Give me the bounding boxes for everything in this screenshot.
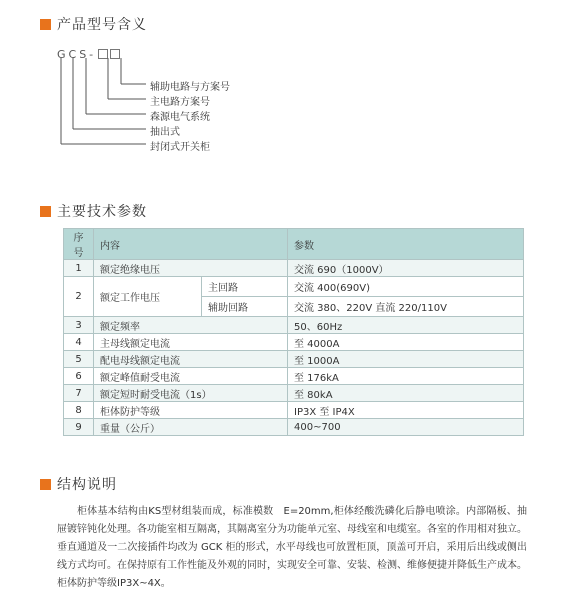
model-label-system: 森源电气系统 [150,112,210,123]
row-no: 4 [64,334,94,351]
row-no: 7 [64,385,94,402]
row-value: 至 80kA [288,385,524,402]
row-sublabel: 辅助回路 [202,297,288,317]
row-item: 配电母线额定电流 [94,351,288,368]
table-header-row [64,229,524,260]
row-value: 50、60Hz [288,317,524,334]
section-title: 产品型号含义 [57,17,147,33]
table-row [64,419,524,436]
row-no: 3 [64,317,94,334]
table-row [64,334,524,351]
table-row [64,385,524,402]
row-item: 额定频率 [94,317,288,334]
row-value: 至 1000A [288,351,524,368]
row-no: 9 [64,419,94,436]
table-row [64,260,524,277]
row-value: IP3X 至 IP4X [288,402,524,419]
row-no: 5 [64,351,94,368]
structure-description: 柜体基本结构由KS型材组装而成，标准模数 E=20mm,柜体经酸洗磷化后静电喷涂。内部隔板、抽屉镀锌钝化处理。各功能室相互隔离，其隔离室分为功能单元室、母线室和电缆室。各室的作用相对独立。垂直通道及一二次接插件均改为 GCK 柜的形式，水平母线也可放置柜顶，顶盖可开启，采用后出线或侧出线方式均可。在保持原有工作性能及外观的同时，实现安全可靠、安装、检测、维修便捷并降低生产成本。柜体防护等级IP3X~4X。 [57,506,527,589]
model-label-enclosed: 封闭式开关柜 [150,142,210,153]
section-title: 主要技术参数 [57,204,147,220]
row-item: 主母线额定电流 [94,334,288,351]
section-heading-params [40,201,147,221]
row-no: 6 [64,368,94,385]
model-label-aux: 辅助电路与方案号 [150,82,230,93]
header-value: 参数 [288,229,524,260]
section-heading-structure [40,474,117,494]
row-item: 额定绝缘电压 [94,260,288,277]
row-no: 1 [64,260,94,277]
section-title: 结构说明 [57,477,117,493]
row-value: 交流 690（1000V） [288,260,524,277]
model-code-diagram [0,0,581,200]
orange-square-icon [40,479,51,490]
table-row [64,317,524,334]
row-value: 交流 400(690V) [288,277,524,297]
table-row [64,402,524,419]
row-item: 额定短时耐受电流（1s） [94,385,288,402]
orange-square-icon [40,206,51,217]
row-value: 至 4000A [288,334,524,351]
row-no: 2 [64,277,94,317]
row-value: 交流 380、220V 直流 220/110V [288,297,524,317]
row-value: 至 176kA [288,368,524,385]
row-item: 柜体防护等级 [94,402,288,419]
row-item: 额定工作电压 [94,277,202,317]
row-no: 8 [64,402,94,419]
model-label-drawout: 抽出式 [150,127,180,138]
table-row [64,368,524,385]
row-sublabel: 主回路 [202,277,288,297]
model-label-main: 主电路方案号 [150,97,210,108]
row-item: 重量（公斤） [94,419,288,436]
row-value: 400~700 [288,419,524,436]
model-code-text: GCS- [57,48,97,61]
row-item: 额定峰值耐受电流 [94,368,288,385]
spec-table [63,228,524,436]
table-row [64,351,524,368]
table-row [64,277,524,297]
header-no: 序号 [64,229,94,260]
header-item: 内容 [94,229,288,260]
